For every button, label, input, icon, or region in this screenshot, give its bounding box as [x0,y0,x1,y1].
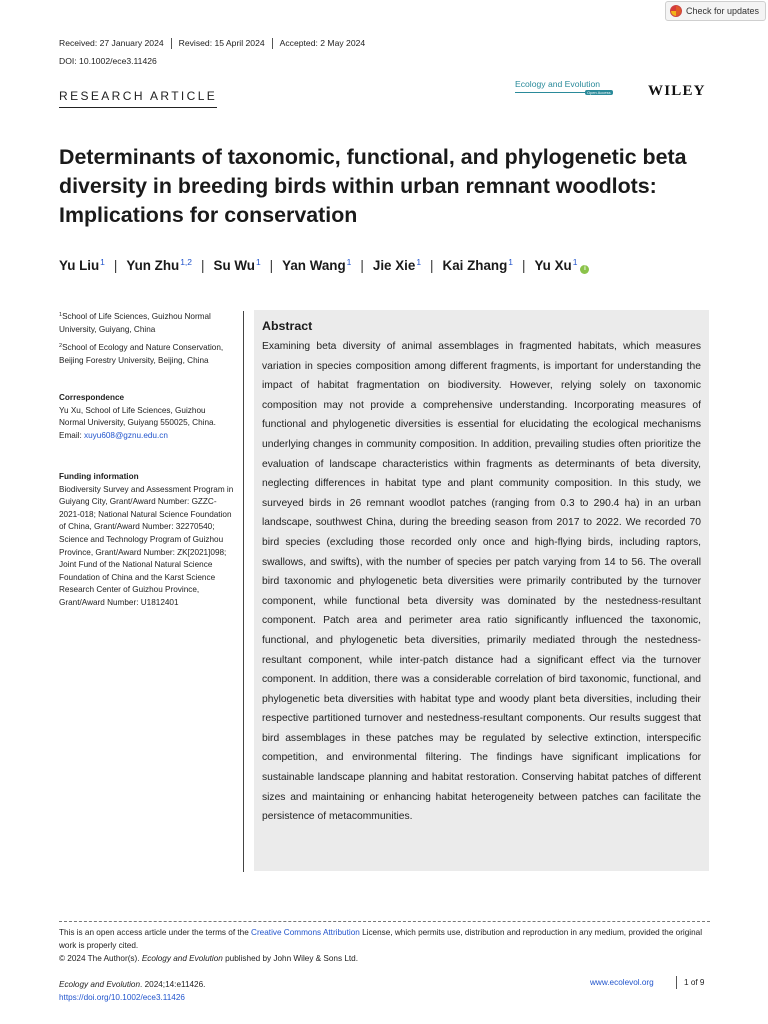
orcid-icon[interactable]: i [580,265,589,274]
check-for-updates-button[interactable] [665,1,766,21]
column-divider [243,311,244,872]
author[interactable]: Su Wu$^1$ [213,257,261,273]
correspondence-text: Yu Xu, School of Life Sciences, Guizhou Normal University, Guiyang 550025, China. [59,405,216,428]
author[interactable]: Yun Zhu$^{1,2}$ [126,257,193,273]
article-dates [59,38,372,49]
accepted-date: Accepted: 2 May 2024 [272,38,373,49]
citation-ref: . 2024;14:e11426. [140,980,206,989]
author-separator: | [201,258,205,273]
citation-journal: Ecology and Evolution [59,980,141,989]
author-separator: | [430,258,434,273]
author[interactable]: Yan Wang$^1$ [282,257,352,273]
author[interactable]: Yu Xu$^1$ [534,257,578,273]
correspondence-email: Email: xuyu608@gznu.edu.cn [59,430,168,440]
funding-heading: Funding information [59,472,139,481]
article-title: Determinants of taxonomic, functional, and phylogenetic beta diversity in breeding birds within urban remnant woodlots: Implications for conservation [59,145,687,227]
correspondence-heading: Correspondence [59,393,125,402]
author[interactable]: Jie Xie$^1$ [372,257,422,273]
author-separator: | [522,258,526,273]
received-date: Received: 27 January 2024 [59,38,164,48]
author-list [59,257,589,274]
email-link[interactable]: xuyu608@gznu.edu.cn [84,430,168,440]
publisher-logo[interactable]: WILEY [648,83,706,99]
funding [59,471,234,610]
journal-logo[interactable] [515,79,615,99]
affiliation: $^1$School of Life Sciences, Guizhou Normal University, Guiyang, China [59,312,211,334]
footer-divider [59,921,710,922]
crossmark-icon [670,5,682,17]
author[interactable]: Kai Zhang$^1$ [442,257,513,273]
abstract-box [254,310,709,871]
affiliation: $^2$School of Ecology and Nature Conservation, Beijing Forestry University, Beijing, China [59,343,224,365]
revised-date: Revised: 15 April 2024 [171,38,272,49]
cc-license-link[interactable]: Creative Commons Attribution [251,928,360,937]
doi-link[interactable]: https://doi.org/10.1002/ece3.11426 [59,993,185,1002]
copyright: © 2024 The Author(s). Ecology and Evolution published by John Wiley & Sons Ltd. [59,954,359,963]
author-separator: | [113,258,118,273]
article-type: RESEARCH ARTICLE [59,89,217,108]
funding-text: Biodiversity Survey and Assessment Program in Guiyang City, Grant/Award Number: GZZC-2021-018; National Natural Science Foundation of China, Grant/Award Number: 32270540; Science and Technology Program of Guizhou Province, Grant/Award Number: ZK[2021]098; Joint Fund of the National Natural Science Foundation of China and the Karst Science Research Center of Guizhou Province, Grant/Award Number: U1812401 [59,484,234,607]
page-number: 1 of 9 [676,976,705,989]
abstract-text: Examining beta diversity of animal assemblages in fragmented habitats, which measures variation in species composition among different fragments, is important for understanding the impact of habitat fragmentation on biodiversity. However, relying solely on taxonomic composition may not provide a comprehensive understanding. Incorporating measures of functional and phylogenetic diversities is essential for elucidating the ecological mechanisms underlying changes in community composition. In addition, prevailing studies often prioritize the evaluation of landscape characteristics within fragments as determinants of beta diversity, neglecting differences in habitat type and plant community composition. In this study, we surveyed birds in 26 remnant woodlot patches (ranging from 0.3 to 290.4 ha) in an urban landscape, southwest China, during the breeding season from 2017 to 2022. We recorded 70 bird species (excluding those recorded only once and high-flying birds, including raptors, swallows, and swifts), with the number of species per patch varying from 14 to 56. The overall bird taxonomic and phylogenetic beta diversities were primarily contributed by the turnover component, while functional beta diversity was dominated by the nestedness-resultant component. Patch area and perimeter area ratio significantly influenced the taxonomic, functional, and phylogenetic beta diversities, primarily mediated through the nestedness-resultant component, while inter-patch distance had a significant effect via the turnover component. In addition, there was a considerable correlation of bird taxonomic, functional, and phylogenetic beta diversities with habitat type and woody plant beta diversities, including their respective partitioned turnover and nestedness-resultant components. Our results suggest that bird assemblages in these patches may be regulated by selective extinction, interspecific competition, and environmental filtering. The findings have significant implications for sustainable landscape planning and habitat restoration. Conserving habitat patches of different sizes and maintaining or enhancing habitat heterogeneity between patches can facilitate the persistence of metacommunities. [262,341,701,823]
journal-name: Ecology and Evolution [515,79,601,89]
doi: DOI: 10.1002/ece3.11426 [59,56,157,66]
correspondence [59,392,234,442]
abstract-heading: Abstract [262,319,313,333]
check-for-updates-label: Check for updates [685,6,759,16]
affiliations [59,309,234,367]
author[interactable]: Yu Liu$^1$ [59,257,105,273]
author-separator: | [360,258,364,273]
license-notice: This is an open access article under the terms of the Creative Commons Attribution License, which permits use, distribution and reproduction in any medium, provided the original work is properly cited. © 2024 The Author(s). Ecology and Evolution published by John Wiley & Sons Ltd. [59,926,710,965]
author-separator: | [269,258,274,273]
citation [59,978,205,1004]
journal-website-link[interactable]: www.ecolevol.org [590,978,654,987]
open-access-badge: Open Access [587,90,611,95]
